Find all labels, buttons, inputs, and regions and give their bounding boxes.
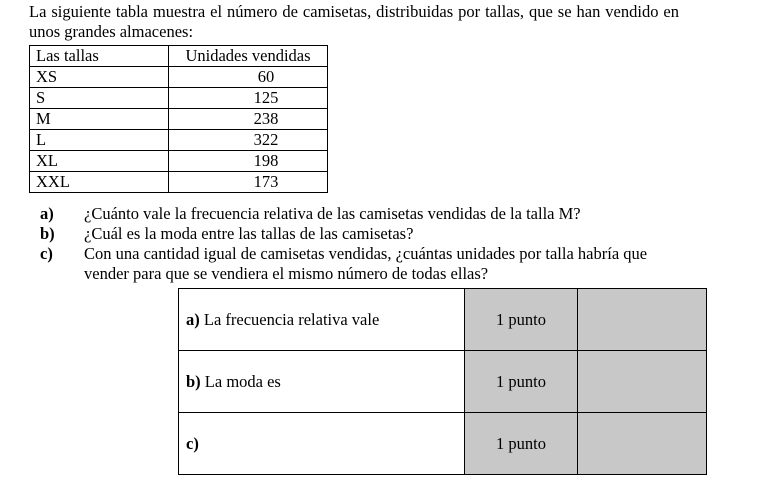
table-row: [30, 172, 328, 193]
answer-label: b): [186, 371, 201, 391]
talla-cell: XXL: [30, 172, 169, 193]
answer-label: a): [186, 309, 200, 329]
intro-paragraph: La siguiente tabla muestra el número de camisetas, distribuidas por tallas, que se han vendido en unos grandes almacenes:: [29, 2, 679, 41]
table-row: [30, 109, 328, 130]
question-label: a): [40, 204, 54, 223]
question-b: [40, 224, 680, 244]
unidades-cell: 238: [169, 109, 328, 130]
answer-row-a: [179, 289, 707, 351]
grade-cell[interactable]: [578, 289, 707, 351]
questions-list: [40, 204, 680, 284]
talla-cell: XL: [30, 151, 169, 172]
talla-cell: L: [30, 130, 169, 151]
question-a: [40, 204, 680, 224]
answers-table: [178, 288, 707, 475]
points-cell: 1 punto: [465, 351, 578, 413]
points-cell: 1 punto: [465, 413, 578, 475]
question-c: [40, 244, 680, 284]
answer-label: c): [186, 433, 199, 453]
question-label: c): [40, 244, 53, 263]
unidades-cell: 125: [169, 88, 328, 109]
grade-cell[interactable]: [578, 351, 707, 413]
answer-prompt: [179, 351, 465, 413]
table-row: [30, 130, 328, 151]
question-text: ¿Cuánto vale la frecuencia relativa de las camisetas vendidas de la talla M?: [84, 204, 581, 223]
table-header-row: [30, 46, 328, 67]
answer-text: La moda es: [200, 371, 281, 391]
header-unidades: Unidades vendidas: [169, 46, 328, 67]
unidades-cell: 173: [169, 172, 328, 193]
answer-text: La frecuencia relativa vale: [199, 309, 380, 329]
table-row: [30, 67, 328, 88]
header-tallas: Las tallas: [30, 46, 169, 67]
points-cell: 1 punto: [465, 289, 578, 351]
question-label: b): [40, 224, 55, 243]
talla-cell: M: [30, 109, 169, 130]
question-text: Con una cantidad igual de camisetas vendidas, ¿cuántas unidades por talla habría que vender para que se vendiera el mismo número de todas ellas?: [84, 244, 648, 283]
unidades-cell: 322: [169, 130, 328, 151]
answer-row-b: [179, 351, 707, 413]
sizes-table: [29, 45, 328, 193]
talla-cell: XS: [30, 67, 169, 88]
answer-prompt: [179, 289, 465, 351]
talla-cell: S: [30, 88, 169, 109]
unidades-cell: 198: [169, 151, 328, 172]
answer-row-c: [179, 413, 707, 475]
answer-prompt: [179, 413, 465, 475]
table-row: [30, 88, 328, 109]
grade-cell[interactable]: [578, 413, 707, 475]
question-text: ¿Cuál es la moda entre las tallas de las camisetas?: [84, 224, 414, 243]
unidades-cell: 60: [169, 67, 328, 88]
table-row: [30, 151, 328, 172]
